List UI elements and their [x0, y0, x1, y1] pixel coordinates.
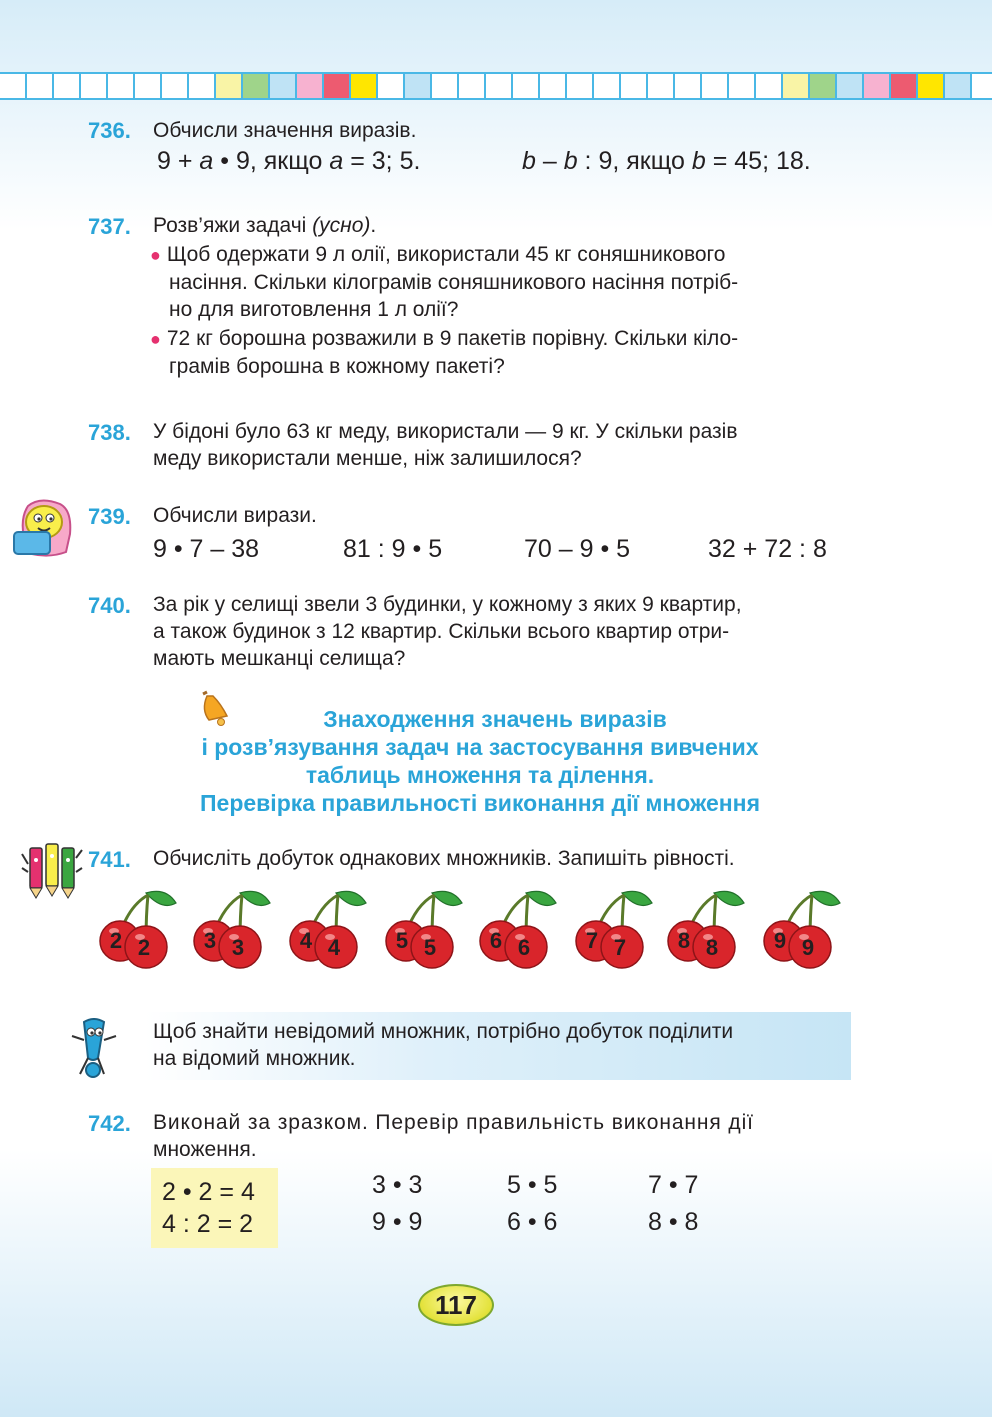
cherry-label: 7: [585, 928, 599, 953]
strip-cell: [378, 72, 405, 100]
backpack-icon: [10, 498, 76, 560]
exercise-742-item: 3 • 3: [372, 1171, 423, 1199]
exercise-742-text: Виконай за зразком. Перевір правильність виконання дії множення.: [153, 1111, 754, 1161]
strip-cell: [270, 72, 297, 100]
exercise-740-number: 740.: [88, 593, 131, 618]
strip-cell: [0, 72, 27, 100]
strip-cell: [27, 72, 54, 100]
exercise-742-item: 5 • 5: [507, 1171, 558, 1199]
strip-cell: [540, 72, 567, 100]
exercise-737-bullet-1: ● Щоб одержати 9 л олії, використали 45 кг соняшникового насіння. Скільки кілограмів соняшникового насіння потріб- но для виготовлення 1 л олії?: [150, 243, 739, 321]
exercise-737-bullet-2: ● 72 кг борошна розважили в 9 пакетів порівну. Скільки кіло- грамів борошна в кожному пакеті?: [150, 327, 739, 378]
strip-cell: [783, 72, 810, 100]
cherry-pair-icon: [760, 885, 846, 977]
cherry-label: 6: [489, 928, 503, 953]
exercise-742-item: 6 • 6: [507, 1208, 558, 1236]
cherry-label: 8: [705, 935, 719, 960]
exercise-736-number: 736.: [88, 118, 131, 143]
strip-cell: [135, 72, 162, 100]
exercise-737-number: 737.: [88, 214, 131, 239]
cherry-label: 9: [801, 935, 815, 960]
strip-cell: [108, 72, 135, 100]
exercise-739-expression-2: 81 : 9 • 5: [343, 535, 443, 563]
cherry-label: 7: [613, 935, 627, 960]
rule-text: Щоб знайти невідомий множник, потрібно добуток поділити на відомий множник.: [153, 1020, 734, 1070]
exercise-736-expression-1: 9 + a • 9, якщо a = 3; 5.: [157, 147, 421, 175]
strip-cell: [837, 72, 864, 100]
cherry-pair-icon: [572, 885, 658, 977]
strip-cell: [972, 72, 992, 100]
strip-cell: [297, 72, 324, 100]
strip-cell: [486, 72, 513, 100]
cherry-label: 8: [677, 928, 691, 953]
cherry-label: 9: [773, 928, 787, 953]
strip-cell: [864, 72, 891, 100]
exercise-740-text: За рік у селищі звели 3 будинки, у кожному з яких 9 квартир, а також будинок з 12 квартир. Скільки всього квартир отри- мають мешканці селища?: [153, 593, 742, 670]
cherry-label: 2: [109, 928, 123, 953]
exercise-738-number: 738.: [88, 420, 131, 445]
cherry-pair-icon: [96, 885, 182, 977]
bullet-dot-icon: ●: [150, 329, 161, 349]
strip-cell: [756, 72, 783, 100]
strip-cell: [351, 72, 378, 100]
exercise-741-number: 741.: [88, 847, 131, 872]
strip-cell: [675, 72, 702, 100]
bullet-dot-icon: ●: [150, 245, 161, 265]
strip-cell: [54, 72, 81, 100]
exercise-742-item: 9 • 9: [372, 1208, 423, 1236]
strip-cell: [918, 72, 945, 100]
cherry-label: 5: [395, 928, 409, 953]
exercise-739-text: Обчисли вирази.: [153, 504, 317, 527]
sample-line-2: 4 : 2 = 2: [162, 1210, 254, 1238]
cherry-pair-icon: [190, 885, 276, 977]
top-decorative-strip: [0, 72, 992, 102]
strip-cell: [594, 72, 621, 100]
strip-cell: [189, 72, 216, 100]
cherry-label: 3: [231, 935, 245, 960]
pencils-icon: [20, 838, 84, 900]
cherry-pair-icon: [476, 885, 562, 977]
strip-cell: [729, 72, 756, 100]
exercise-742-item: 8 • 8: [648, 1208, 699, 1236]
cherry-label: 2: [137, 935, 151, 960]
strip-cell: [891, 72, 918, 100]
exercise-738-text: У бідоні було 63 кг меду, використали — 9 кг. У скільки разів меду використали менше, ніж залишилося?: [153, 420, 738, 470]
exercise-739-expression-4: 32 + 72 : 8: [708, 535, 827, 563]
cherry-label: 4: [299, 928, 313, 953]
cherry-pair-icon: [286, 885, 372, 977]
cherry-pair-icon: [382, 885, 468, 977]
strip-cell: [513, 72, 540, 100]
sample-line-1: 2 • 2 = 4: [162, 1178, 255, 1206]
strip-cell: [648, 72, 675, 100]
section-heading: Знаходження значень виразів і розв’язування задач на застосування вивчених таблиць множення та ділення. Перевірка правильності виконання дії множення: [200, 706, 760, 816]
page-number: 117: [418, 1284, 494, 1326]
exercise-736-text: Обчисли значення виразів.: [153, 119, 417, 142]
strip-cell: [567, 72, 594, 100]
strip-cell: [162, 72, 189, 100]
strip-cell: [945, 72, 972, 100]
exclamation-mascot-icon: [64, 1018, 122, 1080]
exercise-739-expression-1: 9 • 7 – 38: [153, 535, 260, 563]
cherry-label: 4: [327, 935, 341, 960]
strip-cell: [405, 72, 432, 100]
cherry-label: 6: [517, 935, 531, 960]
exercise-739-number: 739.: [88, 504, 131, 529]
cherry-label: 3: [203, 928, 217, 953]
strip-cell: [459, 72, 486, 100]
cherry-label: 5: [423, 935, 437, 960]
exercise-742-item: 7 • 7: [648, 1171, 699, 1199]
exercise-736-expression-2: b – b : 9, якщо b = 45; 18.: [522, 147, 811, 175]
strip-cell: [810, 72, 837, 100]
exercise-742-number: 742.: [88, 1111, 131, 1136]
strip-cell: [702, 72, 729, 100]
exercise-739-expression-3: 70 – 9 • 5: [524, 535, 631, 563]
exercise-741-text: Обчисліть добуток однакових множників. Запишіть рівності.: [153, 847, 735, 870]
strip-cell: [621, 72, 648, 100]
strip-cell: [216, 72, 243, 100]
strip-cell: [81, 72, 108, 100]
exercise-737-text: Розв’яжи задачі (усно).: [153, 214, 377, 237]
cherry-pair-icon: [664, 885, 750, 977]
strip-cell: [324, 72, 351, 100]
strip-cell: [243, 72, 270, 100]
strip-cell: [432, 72, 459, 100]
